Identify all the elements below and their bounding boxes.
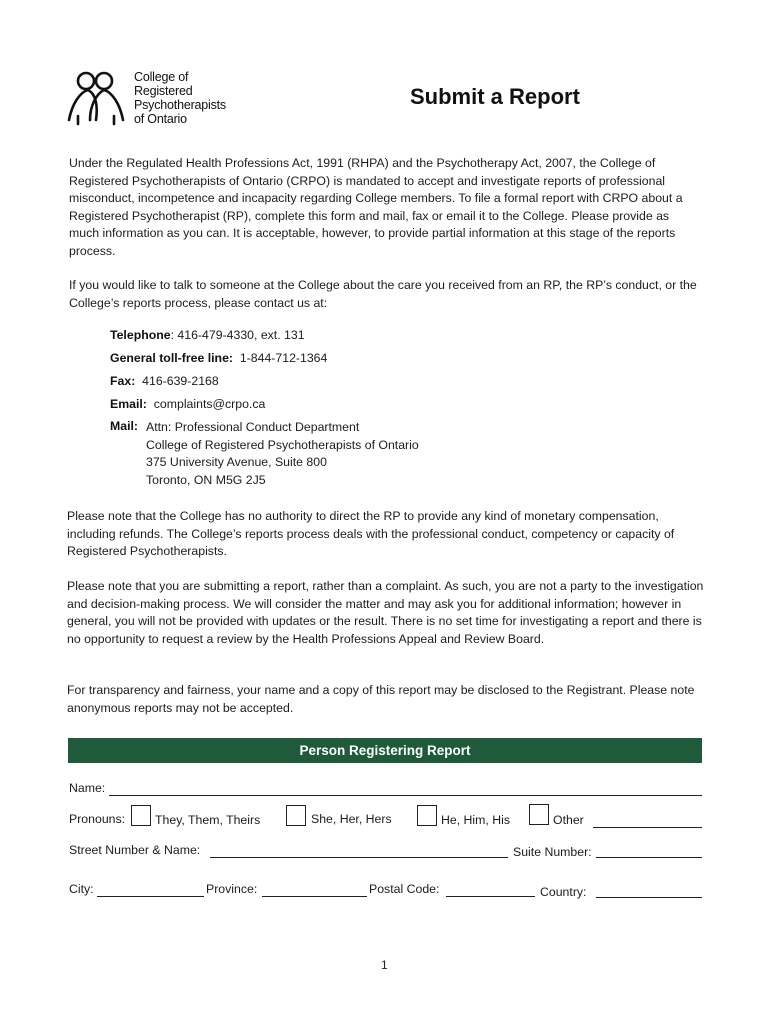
crpo-logo xyxy=(66,70,236,128)
mail-address xyxy=(146,419,419,489)
province-field[interactable] xyxy=(262,896,367,897)
logo-line: of Ontario xyxy=(134,112,187,126)
email-label: Email: xyxy=(110,397,147,411)
country-field[interactable] xyxy=(596,897,702,898)
intro-paragraph: Under the Regulated Health Professions Act, 1991 (RHPA) and the Psychotherapy Act, 2007, the College of Registered Psychotherapists of Ontario (CRPO) is mandated to accept and investigate reports of professional misconduct, incompetence and incapacity regarding College members. To file a formal report with CRPO about a Registered Psychotherapist (RP), complete this form and mail, fax or email it to the College. Please provide as much information as you can. It is acceptable, however, to provide partial information at this stage of the reports process. xyxy=(69,156,683,258)
postal-code-field[interactable] xyxy=(446,896,535,897)
email-value[interactable]: complaints@crpo.ca xyxy=(153,397,266,411)
contact-email xyxy=(110,397,265,411)
suite-label: Suite Number: xyxy=(513,845,592,859)
telephone-label: Telephone xyxy=(110,328,171,342)
contact-telephone xyxy=(110,328,305,342)
mail-line: Toronto, ON M5G 2J5 xyxy=(146,472,266,487)
mail-label: Mail: xyxy=(110,419,139,433)
contact-intro-paragraph: If you would like to talk to someone at the College about the care you received from an RP, the RP’s conduct, or the College’s reports process, please contact us at: xyxy=(69,278,697,310)
contact-fax xyxy=(110,374,219,388)
tollfree-label: General toll-free line: xyxy=(110,351,233,365)
transparency-note: For transparency and fairness, your name and a copy of this report may be disclosed to the Registrant. Please note anonymous reports may not be accepted. xyxy=(67,683,695,715)
name-field[interactable] xyxy=(109,795,702,796)
city-field[interactable] xyxy=(97,896,204,897)
province-label: Province: xyxy=(206,882,258,896)
contact-mail xyxy=(110,419,510,491)
pronoun-other-label: Other xyxy=(553,813,584,827)
mail-line: Attn: Professional Conduct Department xyxy=(146,420,360,434)
pronoun-she-label: She, Her, Hers xyxy=(311,812,392,826)
street-field[interactable] xyxy=(210,857,508,858)
pronoun-he-checkbox[interactable] xyxy=(417,805,437,826)
pronoun-he-label: He, Him, His xyxy=(441,813,511,827)
pronoun-they-label: They, Them, Theirs xyxy=(155,813,261,827)
fax-value: 416-639-2168 xyxy=(142,374,219,388)
logo-wordmark xyxy=(134,70,226,126)
mail-line: 375 University Avenue, Suite 800 xyxy=(146,455,327,470)
logo-line: Psychotherapists xyxy=(134,98,226,112)
section-header-person-registering: Person Registering Report xyxy=(68,738,702,763)
tollfree-value: 1-844-712-1364 xyxy=(239,351,328,365)
page-number: 1 xyxy=(381,958,388,972)
mail-line: College of Registered Psychotherapists of Ontario xyxy=(146,437,419,452)
compensation-note: Please note that the College has no authority to direct the RP to provide any kind of monetary compensation, including refunds. The College’s reports process deals with the professional conduct, competency or capacity of Registered Psychotherapists. xyxy=(67,509,675,559)
pronoun-she-checkbox[interactable] xyxy=(286,805,306,826)
suite-field[interactable] xyxy=(596,857,702,858)
logo-line: College of xyxy=(134,70,189,84)
city-label: City: xyxy=(69,882,94,896)
page-title: Submit a Report xyxy=(410,84,580,109)
logo-line: Registered xyxy=(134,84,193,98)
fax-label: Fax: xyxy=(110,374,136,388)
crpo-logo-mark-icon xyxy=(66,70,128,128)
contact-tollfree xyxy=(110,351,327,365)
pronoun-other-field[interactable] xyxy=(593,827,702,828)
postal-code-label: Postal Code: xyxy=(369,882,440,896)
street-label: Street Number & Name: xyxy=(69,843,201,857)
pronouns-label: Pronouns: xyxy=(69,812,126,826)
country-label: Country: xyxy=(540,885,587,899)
pronoun-they-checkbox[interactable] xyxy=(131,805,151,826)
pronoun-other-checkbox[interactable] xyxy=(529,804,549,825)
telephone-value: : 416-479-4330, ext. 131 xyxy=(170,328,305,342)
name-label: Name: xyxy=(69,781,106,795)
report-vs-complaint-note: Please note that you are submitting a report, rather than a complaint. As such, you are not a party to the investigation and decision-making process. We will consider the matter and may ask you for additional information; however in general, you will not be provided with updates or the result. There is no set time for investigating a report and there is no opportunity to request a review by the Health Professions Appeal and Review Board. xyxy=(67,579,704,646)
